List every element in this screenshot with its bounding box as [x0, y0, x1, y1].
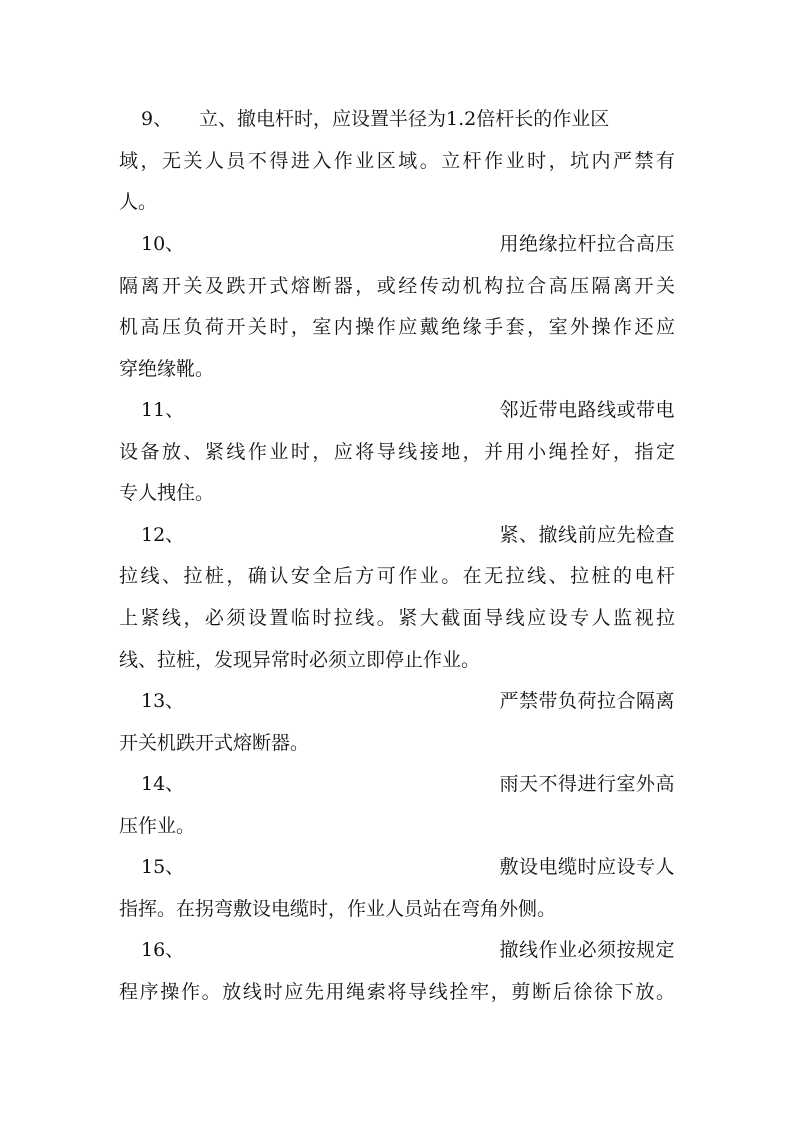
item-12-lead: 紧、撤线前应先检查 — [499, 524, 675, 546]
item-10-line-2: 机高压负荷开关时，室内操作应戴绝缘手套，室外操作还应 — [119, 316, 675, 338]
item-10-line-1: 隔离开关及跌开式熔断器，或经传动机构拉合高压隔离开关 — [119, 275, 675, 297]
item-9-lead: 立、撤电杆时，应设置半径为1.2倍杆长的作业区 — [199, 108, 610, 130]
item-12-line-1: 拉线、拉桩，确认安全后方可作业。在无拉线、拉桩的电杆 — [119, 565, 675, 587]
item-13-lead: 严禁带负荷拉合隔离 — [499, 690, 675, 712]
item-16-line-1: 程序操作。放线时应先用绳索将导线拴牢，剪断后徐徐下放。 — [119, 981, 675, 1003]
item-15-lead: 敷设电缆时应设专人 — [499, 856, 675, 878]
item-13-number: 13、 — [141, 690, 185, 712]
item-9-line-1: 域，无关人员不得进入作业区域。立杆作业时，坑内严禁有 — [119, 150, 675, 172]
item-12-line-3: 线、拉桩，发现异常时必须立即停止作业。 — [119, 649, 481, 671]
item-16-number: 16、 — [141, 939, 185, 961]
item-16-lead: 撤线作业必须按规定 — [499, 939, 675, 961]
item-9-line-2: 人。 — [119, 191, 158, 213]
item-10-line-3: 穿绝缘靴。 — [119, 358, 215, 380]
item-15-number: 15、 — [141, 856, 185, 878]
item-11-number: 11、 — [141, 399, 185, 421]
item-11-lead: 邻近带电路线或带电 — [499, 399, 675, 421]
item-15-line-1: 指挥。在拐弯敷设电缆时，作业人员站在弯角外侧。 — [119, 898, 557, 920]
item-11-line-2: 专人拽住。 — [119, 482, 215, 504]
item-14-lead: 雨天不得进行室外高 — [499, 773, 675, 795]
item-13-line-1: 开关机跌开式熔断器。 — [119, 732, 310, 754]
item-9-lead-line — [141, 108, 675, 130]
item-14-line-1: 压作业。 — [119, 815, 196, 837]
item-9-number: 9、 — [141, 108, 173, 130]
item-12-line-2: 上紧线，必须设置临时拉线。紧大截面导线应设专人监视拉 — [119, 607, 675, 629]
item-14-number: 14、 — [141, 773, 185, 795]
item-10-lead: 用绝缘拉杆拉合高压 — [499, 233, 675, 255]
item-12-number: 12、 — [141, 524, 185, 546]
item-10-number: 10、 — [141, 233, 185, 255]
item-11-line-1: 设备放、紧线作业时，应将导线接地，并用小绳拴好，指定 — [119, 441, 675, 463]
